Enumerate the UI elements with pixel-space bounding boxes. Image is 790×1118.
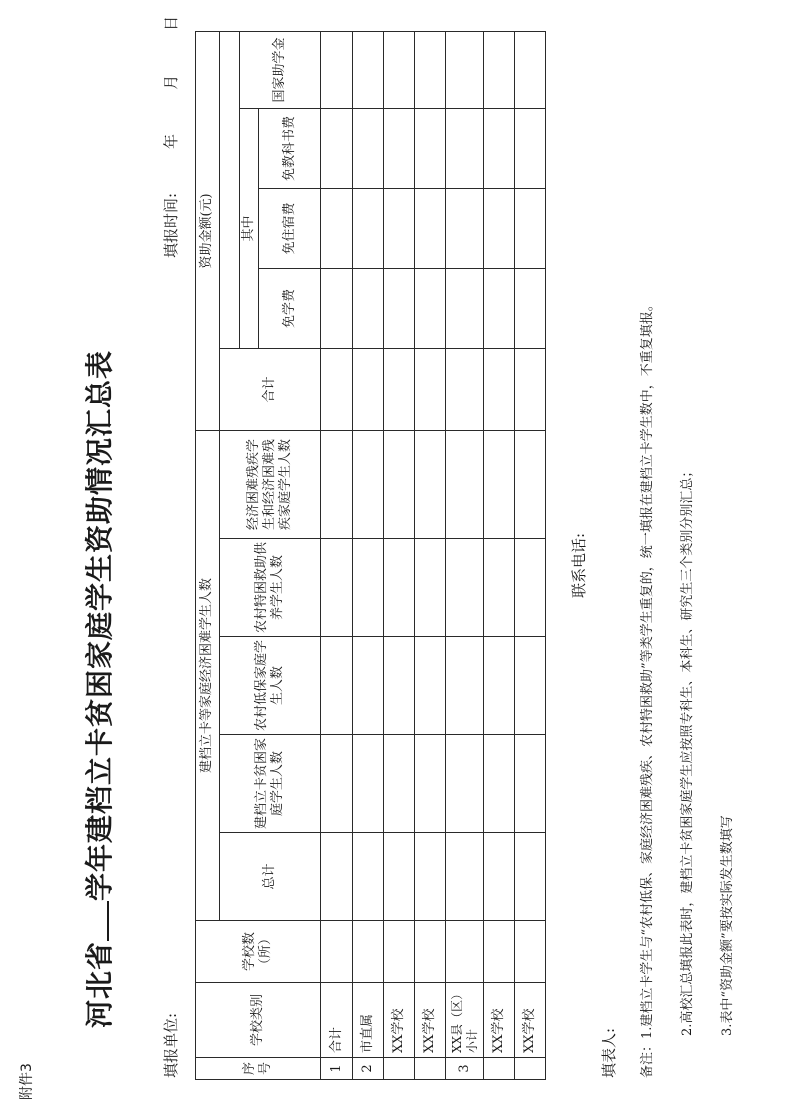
cell[interactable] bbox=[384, 539, 415, 637]
time-month: 月 bbox=[162, 74, 180, 90]
cell[interactable] bbox=[321, 188, 353, 268]
table-row bbox=[515, 31, 546, 1079]
cell[interactable] bbox=[484, 735, 515, 833]
table-row bbox=[353, 31, 384, 1079]
cell[interactable] bbox=[353, 637, 384, 735]
cell[interactable] bbox=[321, 348, 353, 430]
header-student-col-3: 农村特困救助供养学生人数 bbox=[220, 539, 321, 637]
title-suffix: 学年建档立卡贫困家庭学生资助情况汇总表 bbox=[83, 349, 116, 901]
table-row bbox=[446, 31, 484, 1079]
cell[interactable] bbox=[515, 108, 546, 188]
cell[interactable] bbox=[515, 430, 546, 538]
time-year: 年 bbox=[162, 133, 180, 149]
note-line-2: 2.高校汇总填报此表时，建档立卡贫困家庭学生应按照专科生、本科生、研究生三个类别分别汇总； bbox=[680, 464, 695, 1036]
cell[interactable] bbox=[415, 31, 446, 108]
cell[interactable] bbox=[321, 268, 353, 348]
table-row bbox=[415, 31, 446, 1079]
annex-label: 附件3 bbox=[19, 1063, 35, 1100]
cell[interactable] bbox=[484, 188, 515, 268]
cell[interactable] bbox=[446, 108, 484, 188]
cell[interactable] bbox=[384, 833, 415, 921]
cell[interactable] bbox=[321, 108, 353, 188]
row-seq bbox=[515, 1058, 546, 1080]
row-category: 市直属 bbox=[353, 983, 384, 1058]
time-day: 日 bbox=[162, 15, 180, 31]
cell[interactable] bbox=[384, 637, 415, 735]
cell[interactable] bbox=[321, 735, 353, 833]
cell[interactable] bbox=[515, 268, 546, 348]
cell[interactable] bbox=[415, 539, 446, 637]
cell[interactable] bbox=[384, 188, 415, 268]
header-row-1 bbox=[196, 31, 220, 1079]
reporting-unit-label: 填报单位: bbox=[162, 1012, 180, 1078]
cell[interactable] bbox=[353, 735, 384, 833]
cell[interactable] bbox=[446, 188, 484, 268]
table-row bbox=[484, 31, 515, 1079]
cell[interactable] bbox=[321, 430, 353, 538]
header-student-col-4: 经济困难残疾学生和经济困难残疾家庭学生人数 bbox=[220, 430, 321, 538]
cell[interactable] bbox=[384, 108, 415, 188]
title-prefix: 河北省 bbox=[83, 940, 116, 1028]
row-seq: 1 bbox=[321, 1058, 353, 1080]
cell[interactable] bbox=[353, 188, 384, 268]
header-school-count: 学校数（所） bbox=[196, 921, 321, 983]
cell[interactable] bbox=[415, 430, 446, 538]
cell[interactable] bbox=[446, 31, 484, 108]
header-student-group: 建档立卡等家庭经济困难学生人数 bbox=[196, 430, 220, 920]
note-line-1: 备注：1.建档立卡学生与“农村低保、家庭经济困难残疾、农村特困救助”等类学生重复的，统一填报在建档立卡学生数中，不重复填报。 bbox=[640, 298, 655, 1078]
cell[interactable] bbox=[384, 430, 415, 538]
page-title bbox=[78, 208, 118, 1028]
cell[interactable] bbox=[321, 637, 353, 735]
cell[interactable] bbox=[384, 31, 415, 108]
header-amount-group: 资助金额(元) bbox=[196, 31, 220, 430]
row-category: XX学校 bbox=[384, 983, 415, 1058]
cell[interactable] bbox=[446, 735, 484, 833]
contact-phone-label: 联系电话: bbox=[570, 532, 588, 598]
header-amount-col-3: 免教科书费 bbox=[259, 108, 321, 188]
cell[interactable] bbox=[415, 921, 446, 983]
reporting-time-label: 填报时间: bbox=[162, 192, 180, 258]
cell[interactable] bbox=[484, 921, 515, 983]
header-student-col-2: 农村低保家庭学生人数 bbox=[220, 637, 321, 735]
cell[interactable] bbox=[415, 637, 446, 735]
cell[interactable] bbox=[415, 188, 446, 268]
row-category: XX学校 bbox=[515, 983, 546, 1058]
title-year-blank bbox=[107, 901, 109, 941]
cell[interactable] bbox=[484, 539, 515, 637]
cell[interactable] bbox=[321, 31, 353, 108]
header-amount-total: 合计 bbox=[220, 348, 321, 430]
cell[interactable] bbox=[484, 637, 515, 735]
header-student-total: 总计 bbox=[220, 833, 321, 921]
header-amount-col-2: 免住宿费 bbox=[259, 188, 321, 268]
row-seq: 3 bbox=[446, 1058, 484, 1080]
cell[interactable] bbox=[415, 348, 446, 430]
cell[interactable] bbox=[484, 833, 515, 921]
table-row bbox=[321, 31, 353, 1079]
cell[interactable] bbox=[446, 637, 484, 735]
cell[interactable] bbox=[515, 188, 546, 268]
filler-label: 填表人: bbox=[600, 1027, 618, 1078]
summary-table bbox=[195, 31, 546, 1080]
row-category: XX学校 bbox=[484, 983, 515, 1058]
cell[interactable] bbox=[515, 31, 546, 108]
cell[interactable] bbox=[484, 430, 515, 538]
cell[interactable] bbox=[353, 921, 384, 983]
header-category: 学校类别 bbox=[196, 983, 321, 1058]
row-category: XX县（区）小计 bbox=[446, 983, 484, 1058]
cell[interactable] bbox=[384, 921, 415, 983]
header-seq: 序号 bbox=[196, 1058, 321, 1080]
row-category: XX学校 bbox=[415, 983, 446, 1058]
row-seq bbox=[484, 1058, 515, 1080]
cell[interactable] bbox=[484, 31, 515, 108]
header-student-col-1: 建档立卡贫困家庭学生人数 bbox=[220, 735, 321, 833]
header-amount-col-4: 国家助学金 bbox=[240, 31, 321, 108]
cell[interactable] bbox=[446, 268, 484, 348]
header-amount-spacer bbox=[220, 31, 240, 348]
cell[interactable] bbox=[353, 833, 384, 921]
cell[interactable] bbox=[321, 921, 353, 983]
cell[interactable] bbox=[353, 268, 384, 348]
cell[interactable] bbox=[446, 833, 484, 921]
cell[interactable] bbox=[415, 735, 446, 833]
cell[interactable] bbox=[515, 833, 546, 921]
cell[interactable] bbox=[384, 348, 415, 430]
cell[interactable] bbox=[415, 108, 446, 188]
cell[interactable] bbox=[321, 833, 353, 921]
cell[interactable] bbox=[484, 108, 515, 188]
table-row bbox=[384, 31, 415, 1079]
cell[interactable] bbox=[415, 833, 446, 921]
cell[interactable] bbox=[515, 348, 546, 430]
cell[interactable] bbox=[415, 268, 446, 348]
cell[interactable] bbox=[321, 539, 353, 637]
cell[interactable] bbox=[446, 921, 484, 983]
cell[interactable] bbox=[484, 268, 515, 348]
cell[interactable] bbox=[515, 735, 546, 833]
reporting-time bbox=[160, 16, 181, 258]
cell[interactable] bbox=[446, 348, 484, 430]
cell[interactable] bbox=[446, 430, 484, 538]
cell[interactable] bbox=[515, 637, 546, 735]
cell[interactable] bbox=[515, 539, 546, 637]
cell[interactable] bbox=[353, 430, 384, 538]
header-amount-col-1: 免学费 bbox=[259, 268, 321, 348]
cell[interactable] bbox=[515, 921, 546, 983]
cell[interactable] bbox=[353, 348, 384, 430]
row-seq bbox=[415, 1058, 446, 1080]
cell[interactable] bbox=[484, 348, 515, 430]
cell[interactable] bbox=[353, 31, 384, 108]
cell[interactable] bbox=[353, 108, 384, 188]
cell[interactable] bbox=[384, 735, 415, 833]
cell[interactable] bbox=[353, 539, 384, 637]
header-among: 其中 bbox=[240, 108, 259, 348]
row-seq: 2 bbox=[353, 1058, 384, 1080]
cell[interactable] bbox=[446, 539, 484, 637]
row-seq bbox=[384, 1058, 415, 1080]
note-line-3: 3.表中“资助金额”要按实际发生数填写 bbox=[720, 815, 735, 1036]
row-category: 合计 bbox=[321, 983, 353, 1058]
cell[interactable] bbox=[384, 268, 415, 348]
notes-block bbox=[628, 298, 748, 1078]
